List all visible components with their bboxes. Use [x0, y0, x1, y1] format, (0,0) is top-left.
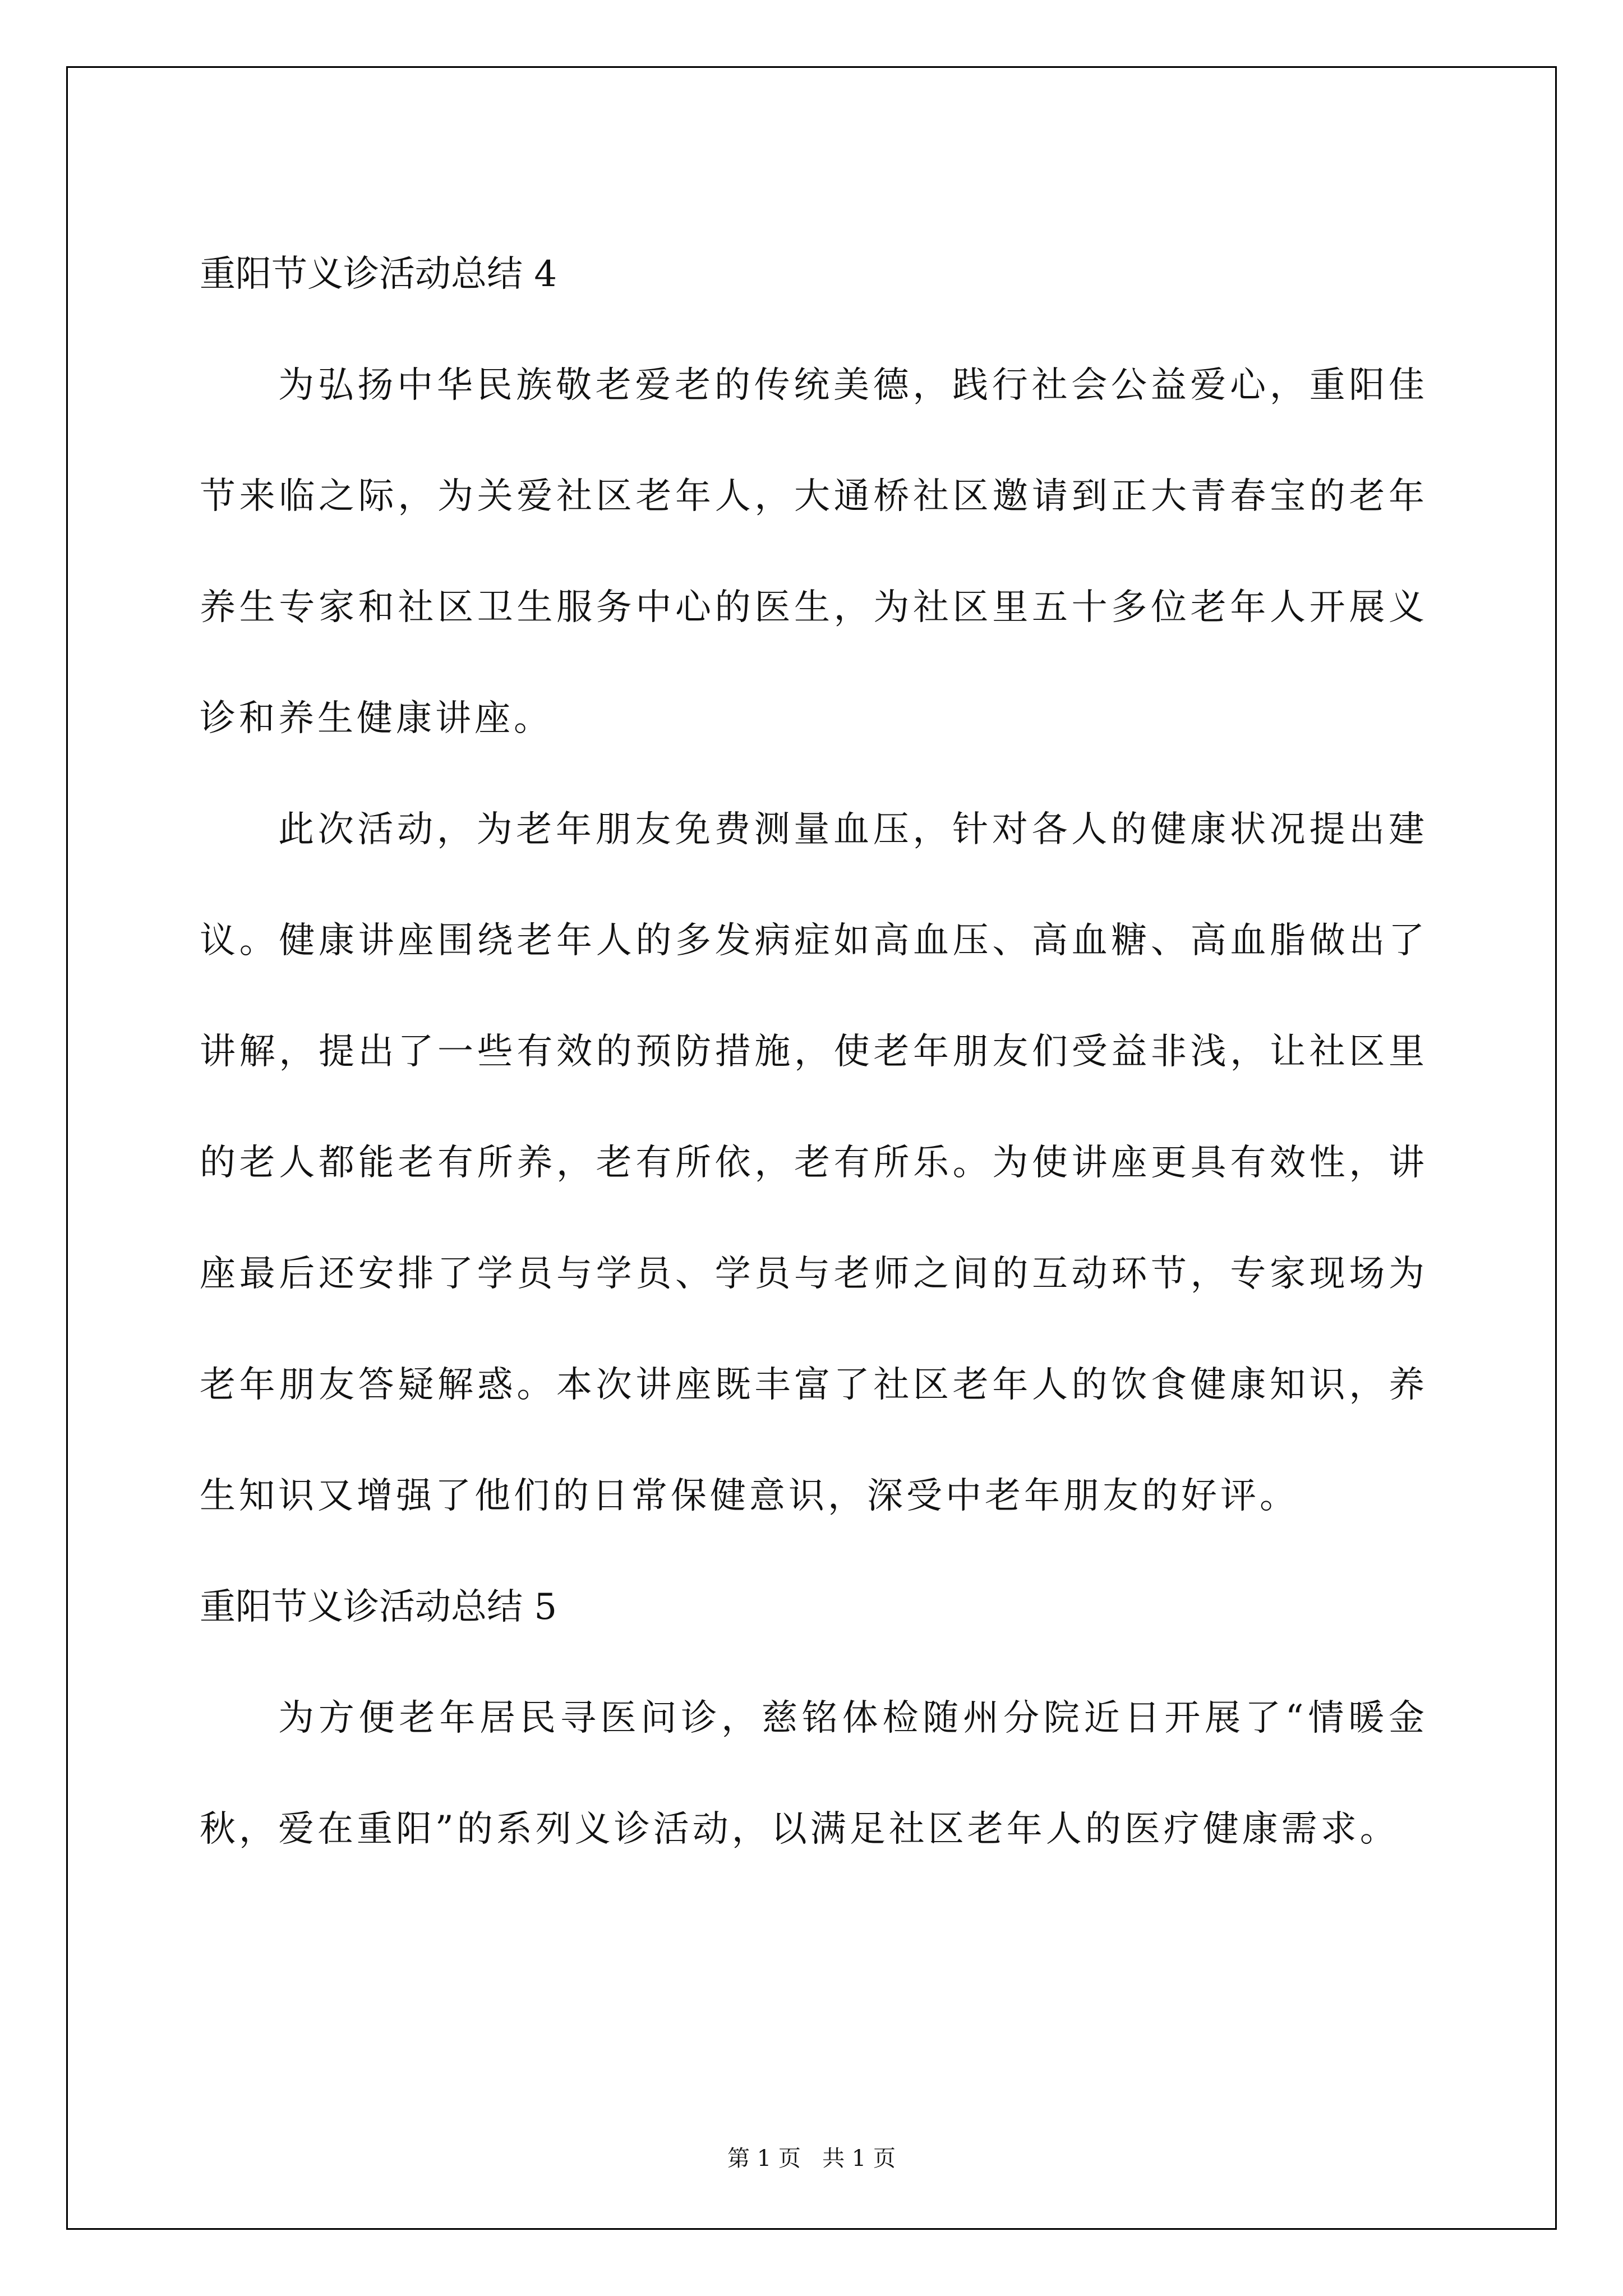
paragraph: 为方便老年居民寻医问诊，慈铭体检随州分院近日开展了“情暖金秋，爱在重阳”的系列义诊活动，以满足社区老年人的医疗健康需求。	[200, 1697, 1428, 1850]
section-heading: 重阳节义诊活动总结 4	[200, 254, 557, 295]
paragraph: 为弘扬中华民族敬老爱老的传统美德，践行社会公益爱心，重阳佳节来临之际，为关爱社区老年人，大通桥社区邀请到正大青春宝的老年养生专家和社区卫生服务中心的医生，为社区里五十多位老年人开展义诊和养生健康讲座。	[200, 365, 1428, 739]
document-body	[200, 219, 1428, 1885]
paragraph: 此次活动，为老年朋友免费测量血压，针对各人的健康状况提出建议。健康讲座围绕老年人的多发病症如高血压、高血糖、高血脂做出了讲解，提出了一些有效的预防措施，使老年朋友们受益非浅，让社区里的老人都能老有所养，老有所依，老有所乐。为使讲座更具有效性，讲座最后还安排了学员与学员、学员与老师之间的互动环节，专家现场为老年朋友答疑解惑。本次讲座既丰富了社区老年人的饮食健康知识，养生知识又增强了他们的日常保健意识，深受中老年朋友的好评。	[200, 809, 1428, 1517]
page-footer: 第 1 页 共 1 页	[727, 2146, 896, 2171]
section-heading: 重阳节义诊活动总结 5	[200, 1586, 557, 1628]
